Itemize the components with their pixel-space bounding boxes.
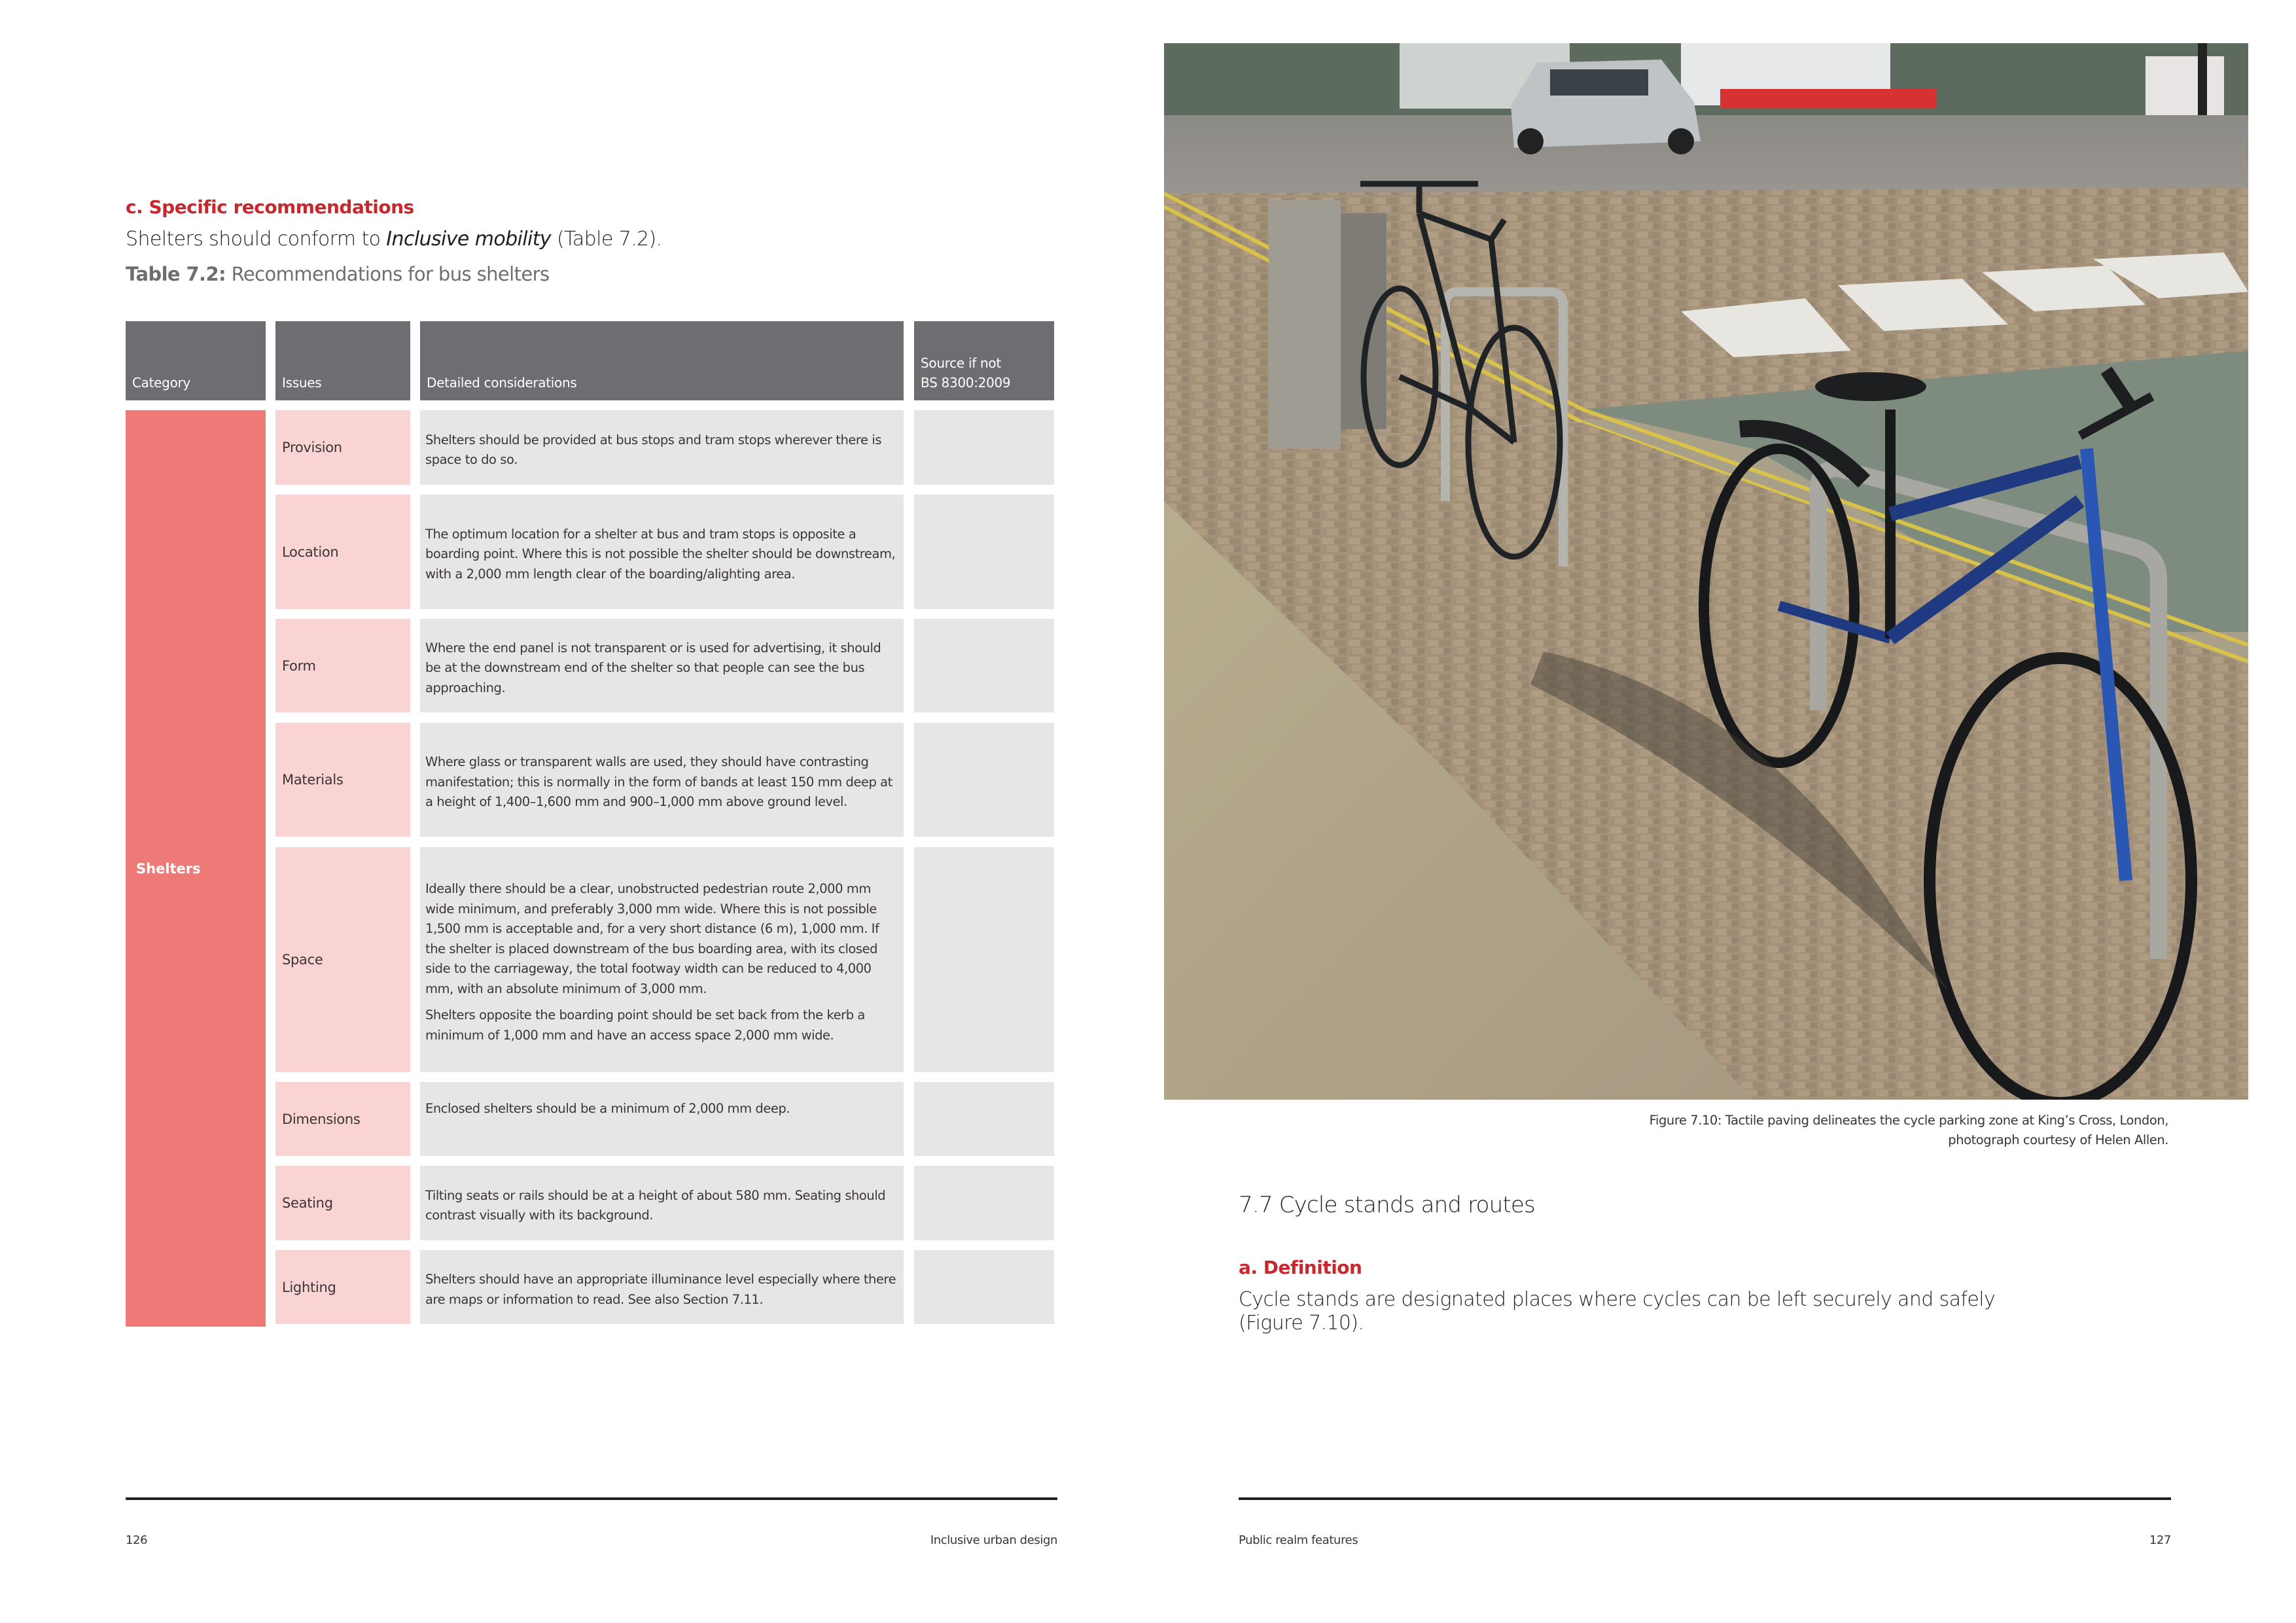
header-category [126, 321, 266, 400]
intro-paragraph [126, 228, 662, 251]
photo-saddle [1815, 372, 1926, 401]
issue-label: Lighting [282, 1279, 336, 1295]
definition-paragraph [1239, 1288, 1995, 1335]
photo-illustration [1164, 43, 2248, 1100]
photo-car [1511, 60, 1701, 154]
detail-text: Shelters should have an appropriate illuminance level especially where there are maps or information to read. See also Section 7.11. [425, 1272, 896, 1307]
detail-cell [420, 847, 904, 1072]
detail-cell [420, 1166, 904, 1240]
figure-caption [1650, 1111, 2168, 1150]
source-cell [914, 1250, 1054, 1324]
header-category-label: Category [132, 375, 190, 391]
issue-cell [275, 847, 410, 1072]
source-cell [914, 495, 1054, 609]
issue-cell [275, 1082, 410, 1156]
section-number-dot: . [1252, 1192, 1259, 1218]
detail-text: Enclosed shelters should be a minimum of 2,000 mm deep. [425, 1101, 790, 1116]
source-cell [914, 723, 1054, 837]
intro-italic-title: Inclusive mobility [386, 228, 552, 251]
header-detailed-considerations [420, 321, 904, 400]
category-cell-shelters [126, 410, 266, 1327]
issue-cell [275, 619, 410, 712]
running-title-right: Public realm features [1239, 1533, 1358, 1547]
issue-label: Seating [282, 1195, 333, 1211]
source-cell [914, 619, 1054, 712]
cycle-parking-photo [1164, 43, 2248, 1100]
table-caption-label: Table 7.2: [126, 263, 226, 285]
photo-bin [1269, 200, 1341, 449]
source-cell [914, 1082, 1054, 1156]
issue-label: Materials [282, 772, 344, 788]
figure-caption-line-2: photograph courtesy of Helen Allen. [1948, 1132, 2168, 1147]
detail-text: Where glass or transparent walls are used, they should have contrasting manifestation; this is normally in the form of bands at least 150 mm deep at a height of 1,400–1,600 mm and 900–1,000 mm above ground level. [425, 754, 892, 810]
issue-label: Provision [282, 440, 342, 455]
detail-text: Tilting seats or rails should be at a height of about 580 mm. Seating should contrast visually with its background. [425, 1187, 886, 1223]
detail-text: Shelters should be provided at bus stops and tram stops wherever there is space to do so. [425, 432, 882, 467]
page-number-left: 126 [126, 1533, 148, 1547]
running-title-left: Inclusive urban design [930, 1533, 1057, 1547]
category-label: Shelters [136, 860, 201, 877]
issue-cell [275, 1250, 410, 1324]
issue-label: Form [282, 657, 316, 674]
figure-caption-line-1: Figure 7.10: Tactile paving delineates the cycle parking zone at King’s Cross, London, [1649, 1113, 2168, 1128]
header-source-line1: Source if not [921, 355, 1001, 371]
detail-cell [420, 1250, 904, 1324]
section-subheading: c. Specific recommendations [126, 196, 414, 218]
header-source [914, 321, 1054, 400]
page-number-right: 127 [2149, 1533, 2171, 1547]
detail-cell [420, 723, 904, 837]
header-issues-label: Issues [282, 375, 322, 391]
issue-label: Dimensions [282, 1111, 361, 1127]
source-cell [914, 847, 1054, 1072]
table-caption [126, 263, 549, 285]
detail-text: Where the end panel is not transparent or is used for advertising, it should be at the downstream end of the shelter so that people can see the bus approaching. [425, 640, 881, 695]
header-source-line2: BS 8300:2009 [921, 375, 1011, 391]
issue-cell [275, 1166, 410, 1240]
detail-cell [420, 1082, 904, 1156]
issue-label: Space [282, 952, 323, 968]
footer-rule [126, 1497, 1057, 1500]
header-issues [275, 321, 410, 400]
section-number-minor: 7 [1258, 1192, 1273, 1218]
intro-text: Shelters should conform to [126, 228, 387, 251]
issue-cell [275, 410, 410, 485]
issue-cell [275, 723, 410, 837]
definition-line-1: Cycle stands are designated places where cycles can be left securely and safely [1239, 1288, 1996, 1311]
issue-label: Location [282, 544, 339, 560]
section-number-major: 7 [1239, 1192, 1252, 1218]
detail-cell [420, 495, 904, 609]
detail-text: Ideally there should be a clear, unobstructed pedestrian route 2,000 mm wide minimum, and preferably 3,000 mm wide. Where this is not possible 1,500 mm is acceptable and, for a very short distance (6 m), 1,000 mm. If the shelter is placed downstream of the bus boarding area, with its closed side to the carriageway, the total footway width can be reduced to 4,000 mm, with an absolute minimum of 3,000 mm. [425, 881, 879, 996]
table-caption-text: Recommendations for bus shelters [226, 263, 550, 285]
definition-subheading: a. Definition [1239, 1257, 1362, 1278]
source-cell [914, 1166, 1054, 1240]
detail-cell [420, 410, 904, 485]
intro-text-end: (Table 7.2). [551, 228, 662, 251]
source-cell [914, 410, 1054, 485]
detail-text: Shelters opposite the boarding point should be set back from the kerb a minimum of 1,000 mm and have an access space 2,000 mm wide. [425, 1007, 865, 1043]
detail-text: The optimum location for a shelter at bus and tram stops is opposite a boarding point. Where this is not possible the shelter should be downstream, with a 2,000 mm length clear of the boarding/alighting area. [425, 526, 896, 582]
issue-cell [275, 495, 410, 609]
footer-rule-right [1239, 1497, 2171, 1500]
header-detailed-label: Detailed considerations [427, 375, 577, 391]
section-title: Cycle stands and routes [1272, 1192, 1535, 1218]
detail-cell [420, 619, 904, 712]
section-heading [1239, 1192, 1535, 1218]
definition-line-2: (Figure 7.10). [1239, 1312, 1364, 1335]
